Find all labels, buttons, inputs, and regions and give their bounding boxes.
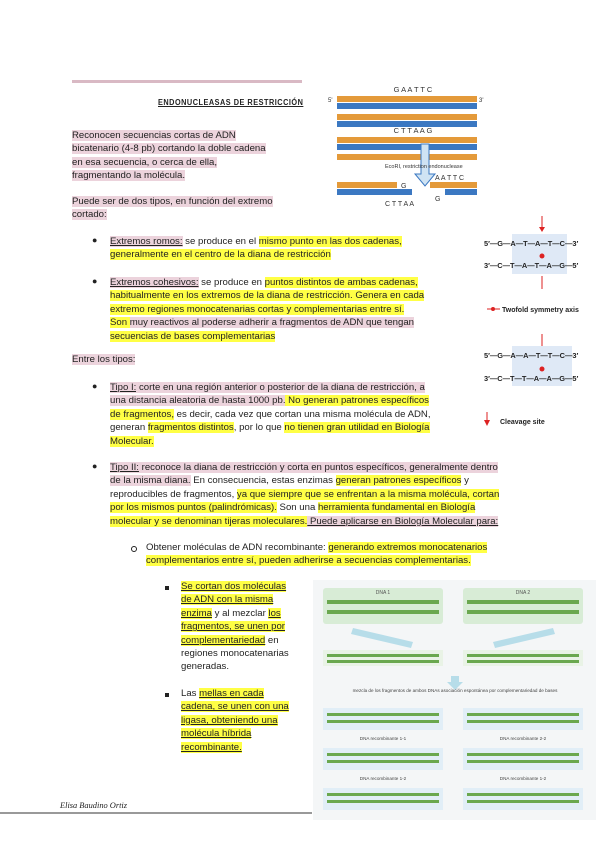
dna-strand <box>467 713 579 716</box>
fig1-g2: G <box>435 196 441 203</box>
tipo2-item <box>110 461 530 528</box>
highlight: no tienen gran utilidad en Biología <box>284 422 430 434</box>
dna-strand <box>467 760 579 763</box>
symmetry-dot <box>540 254 545 259</box>
dna-strand <box>467 753 579 756</box>
dna-strand <box>467 720 579 723</box>
fig1-label: 3' <box>479 98 484 104</box>
dna-strand <box>337 182 397 188</box>
dna-strand <box>327 793 439 796</box>
text: reproducibles de fragmentos, <box>110 488 237 500</box>
recomb-block <box>323 708 443 730</box>
highlight: secuencias de bases complementarias <box>110 330 276 342</box>
highlight: molécula híbrida <box>181 728 252 740</box>
highlight: molecular y se denominan tijeras moleculares. <box>110 515 308 527</box>
dna-strand <box>327 713 439 716</box>
highlight: enzima <box>181 607 212 619</box>
highlight: Molecular. <box>110 435 154 447</box>
entre-heading <box>72 353 135 366</box>
axis-label: Twofold symmetry axis <box>502 307 579 314</box>
cohesivos-item <box>110 276 450 343</box>
square-bullet <box>165 586 169 590</box>
seq2-top: 5′—G—A—A—T—T—C—3′ <box>484 351 579 360</box>
text: corte en una región anterior o posterior de la diana de restricción, a <box>136 382 425 393</box>
dna-strand <box>337 114 477 120</box>
ecori-figure <box>325 84 485 214</box>
dna-strand <box>327 600 439 604</box>
recomb-block <box>463 708 583 730</box>
highlight: fragmentos distintos <box>147 422 234 434</box>
tipo1-label: Tipo I: <box>110 382 137 393</box>
dna1-label: DNA 1 <box>375 590 391 596</box>
dna-strand <box>467 600 579 604</box>
text: Puede aplicarse en Biología Molecular para: <box>307 515 499 527</box>
highlight: de ADN con la misma <box>181 594 274 606</box>
text: generadas. <box>181 661 230 673</box>
recomb-label: DNA recombinante 1-2 <box>359 776 407 781</box>
fig1-label: 5' <box>328 98 333 104</box>
highlight: mismo punto en las dos cadenas, <box>258 236 402 247</box>
highlight: ya que siempre que se enfrentan a la misma molécula, cortan <box>236 488 500 500</box>
dna-strand <box>337 96 477 102</box>
title-rule <box>72 80 302 83</box>
highlight: los <box>268 607 281 619</box>
intro-line: en esa secuencia, o cerca de ella, <box>72 156 218 168</box>
highlight: complementariedad <box>181 634 266 646</box>
text: reconoce la diana de restricción y corta en puntos específicos, <box>138 462 407 473</box>
fig1-frag-top: A A T T C <box>435 175 465 182</box>
dna-strand <box>467 610 579 614</box>
dna-strand <box>327 800 439 803</box>
tipo2-label: Tipo II: <box>110 462 139 473</box>
types-intro <box>72 195 273 222</box>
dna-strand <box>337 103 477 109</box>
circle-bullet <box>131 546 137 552</box>
types-line: Puede ser de dos tipos, en función del extremo <box>72 196 273 207</box>
bullet-dot: ● <box>92 276 98 286</box>
seq2-bot: 3′—C—T—T—A—A—G—5′ <box>484 374 579 383</box>
highlight: generalmente en el centro de la diana de restricción <box>110 249 331 261</box>
fragment-block <box>463 650 583 666</box>
intro-line: Reconocen secuencias cortas de ADN <box>72 130 236 141</box>
fig1-frag-bot: C T T A A <box>385 201 415 208</box>
dna-strand <box>327 654 439 657</box>
recomb-block <box>463 748 583 770</box>
romos-item <box>110 235 430 262</box>
types-line: cortado: <box>72 209 107 221</box>
highlight: cadena, se unen con una <box>181 701 289 713</box>
arrow-icon <box>539 227 545 232</box>
highlight: generan patrones específicos <box>335 475 462 487</box>
bullet-dot: ● <box>92 461 98 471</box>
highlight: ligasa, obteniendo una <box>181 714 278 726</box>
square-bullet <box>165 693 169 697</box>
highlight: Se cortan dos moléculas <box>181 581 287 592</box>
arrow-icon <box>484 420 490 426</box>
fragment-block <box>323 650 443 666</box>
symmetry-dot <box>540 367 545 372</box>
dna-strand <box>327 720 439 723</box>
intro-line: bicatenario (4-8 pb) cortando la doble cadena <box>72 143 266 155</box>
highlight: extremo regiones monocatenarias cortas y complementarias entre sí. <box>110 303 405 315</box>
dna-strand <box>430 182 477 188</box>
bullet-dot: ● <box>92 381 98 391</box>
fig1-bot-seq: C T T A A G <box>393 126 433 135</box>
text: generan <box>110 422 148 434</box>
text: en <box>265 634 279 646</box>
text: , por lo que <box>233 422 285 434</box>
recomb-block <box>463 788 583 810</box>
square-item-2 <box>181 687 311 754</box>
dna-strand <box>445 189 477 195</box>
highlight: mellas en cada <box>199 688 264 699</box>
recombinant-figure <box>313 580 596 820</box>
tipo1-item <box>110 381 450 448</box>
text: generalmente dentro <box>406 462 498 473</box>
fig3-caption: mezcla de los fragmentos de ambos DNAs asociación espontánea por complementariedad de bases <box>352 688 558 693</box>
cohesivos-label: Extremos cohesivos: <box>110 277 199 288</box>
page-title: ENDONUCLEASAS DE RESTRICCIÓN <box>158 97 304 107</box>
text: En consecuencia, estas enzimas <box>190 475 336 487</box>
dna-strand <box>327 610 439 614</box>
intro-paragraph <box>72 129 266 183</box>
recomb-block <box>323 788 443 810</box>
highlight: herramienta fundamental en Biología <box>317 502 476 514</box>
highlight: puntos distintos de ambas cadenas, <box>264 277 418 288</box>
recomb-label: DNA recombinante 2-2 <box>499 736 547 741</box>
text: Las <box>181 688 200 699</box>
highlight: muy reactivos al poderse adherir a fragmentos de ADN que tengan <box>129 317 414 329</box>
highlight: recombinante. <box>181 741 242 753</box>
dna-strand <box>327 760 439 763</box>
romos-label: Extremos romos: <box>110 236 183 247</box>
text: Obtener moléculas de ADN recombinante: <box>146 542 329 553</box>
dna-strand <box>327 753 439 756</box>
fig1-top-seq: G A A T T C <box>393 85 433 94</box>
highlight: por los mismos puntos (palindrómicas). <box>110 502 277 514</box>
symmetry-dot <box>491 307 495 311</box>
text: se produce en el <box>182 236 259 247</box>
dna-strand <box>337 137 477 143</box>
dna-strand <box>467 660 579 663</box>
text: regiones monocatenarias <box>181 648 289 660</box>
text: se produce en <box>198 277 265 288</box>
dna-strand <box>337 144 477 150</box>
seq1-top: 5′—G—A—T—A—T—C—3′ <box>484 239 579 248</box>
highlight: Son <box>110 317 130 329</box>
fig1-enzyme: EcoRI, restriction endonuclease <box>385 164 463 170</box>
text: una distancia aleatoria de hasta 1000 pb. <box>110 395 286 407</box>
seq1-bot: 3′—C—T—A—T—A—G—5′ <box>484 261 579 270</box>
fig1-g1: G <box>401 183 407 190</box>
dna-strand <box>327 660 439 663</box>
highlight: habitualmente en los extremos de la diana de restricción. <box>110 290 353 302</box>
highlight: fragmentos, se unen por <box>181 621 285 633</box>
symmetry-figure <box>482 214 597 429</box>
dna-strand <box>467 800 579 803</box>
entre-text: Entre los tipos: <box>72 354 136 365</box>
footer-rule <box>0 812 312 814</box>
text: y <box>461 475 469 487</box>
recomb-label: DNA recombinante 1-1 <box>359 736 407 741</box>
text: Son una <box>276 502 318 514</box>
highlight: generando extremos monocatenarios <box>328 542 488 553</box>
recombinante-item <box>146 541 546 568</box>
highlight: complementarios entre sí, pueden adherirse a secuencias complementarias. <box>146 555 471 567</box>
cleavage-label: Cleavage site <box>500 419 545 426</box>
intro-line: fragmentando la molécula. <box>72 170 186 182</box>
dna2-label: DNA 2 <box>515 590 531 596</box>
highlight: de fragmentos, <box>110 408 174 420</box>
text: de la misma diana. <box>110 475 191 487</box>
text: es decir, cada vez que cortan una misma molécula de ADN, <box>174 408 431 420</box>
recomb-label: DNA recombinante 1-2 <box>499 776 547 781</box>
square-item-1 <box>181 580 311 674</box>
bullet-dot: ● <box>92 235 98 245</box>
highlight: No generan patrones específicos <box>285 395 429 407</box>
footer-author: Elisa Baudino Ortiz <box>60 801 128 810</box>
text: y al mezclar <box>211 607 269 619</box>
dna-strand <box>467 793 579 796</box>
recomb-block <box>323 748 443 770</box>
dna-strand <box>337 154 477 160</box>
highlight: Genera en cada <box>352 290 425 302</box>
dna-strand <box>467 654 579 657</box>
